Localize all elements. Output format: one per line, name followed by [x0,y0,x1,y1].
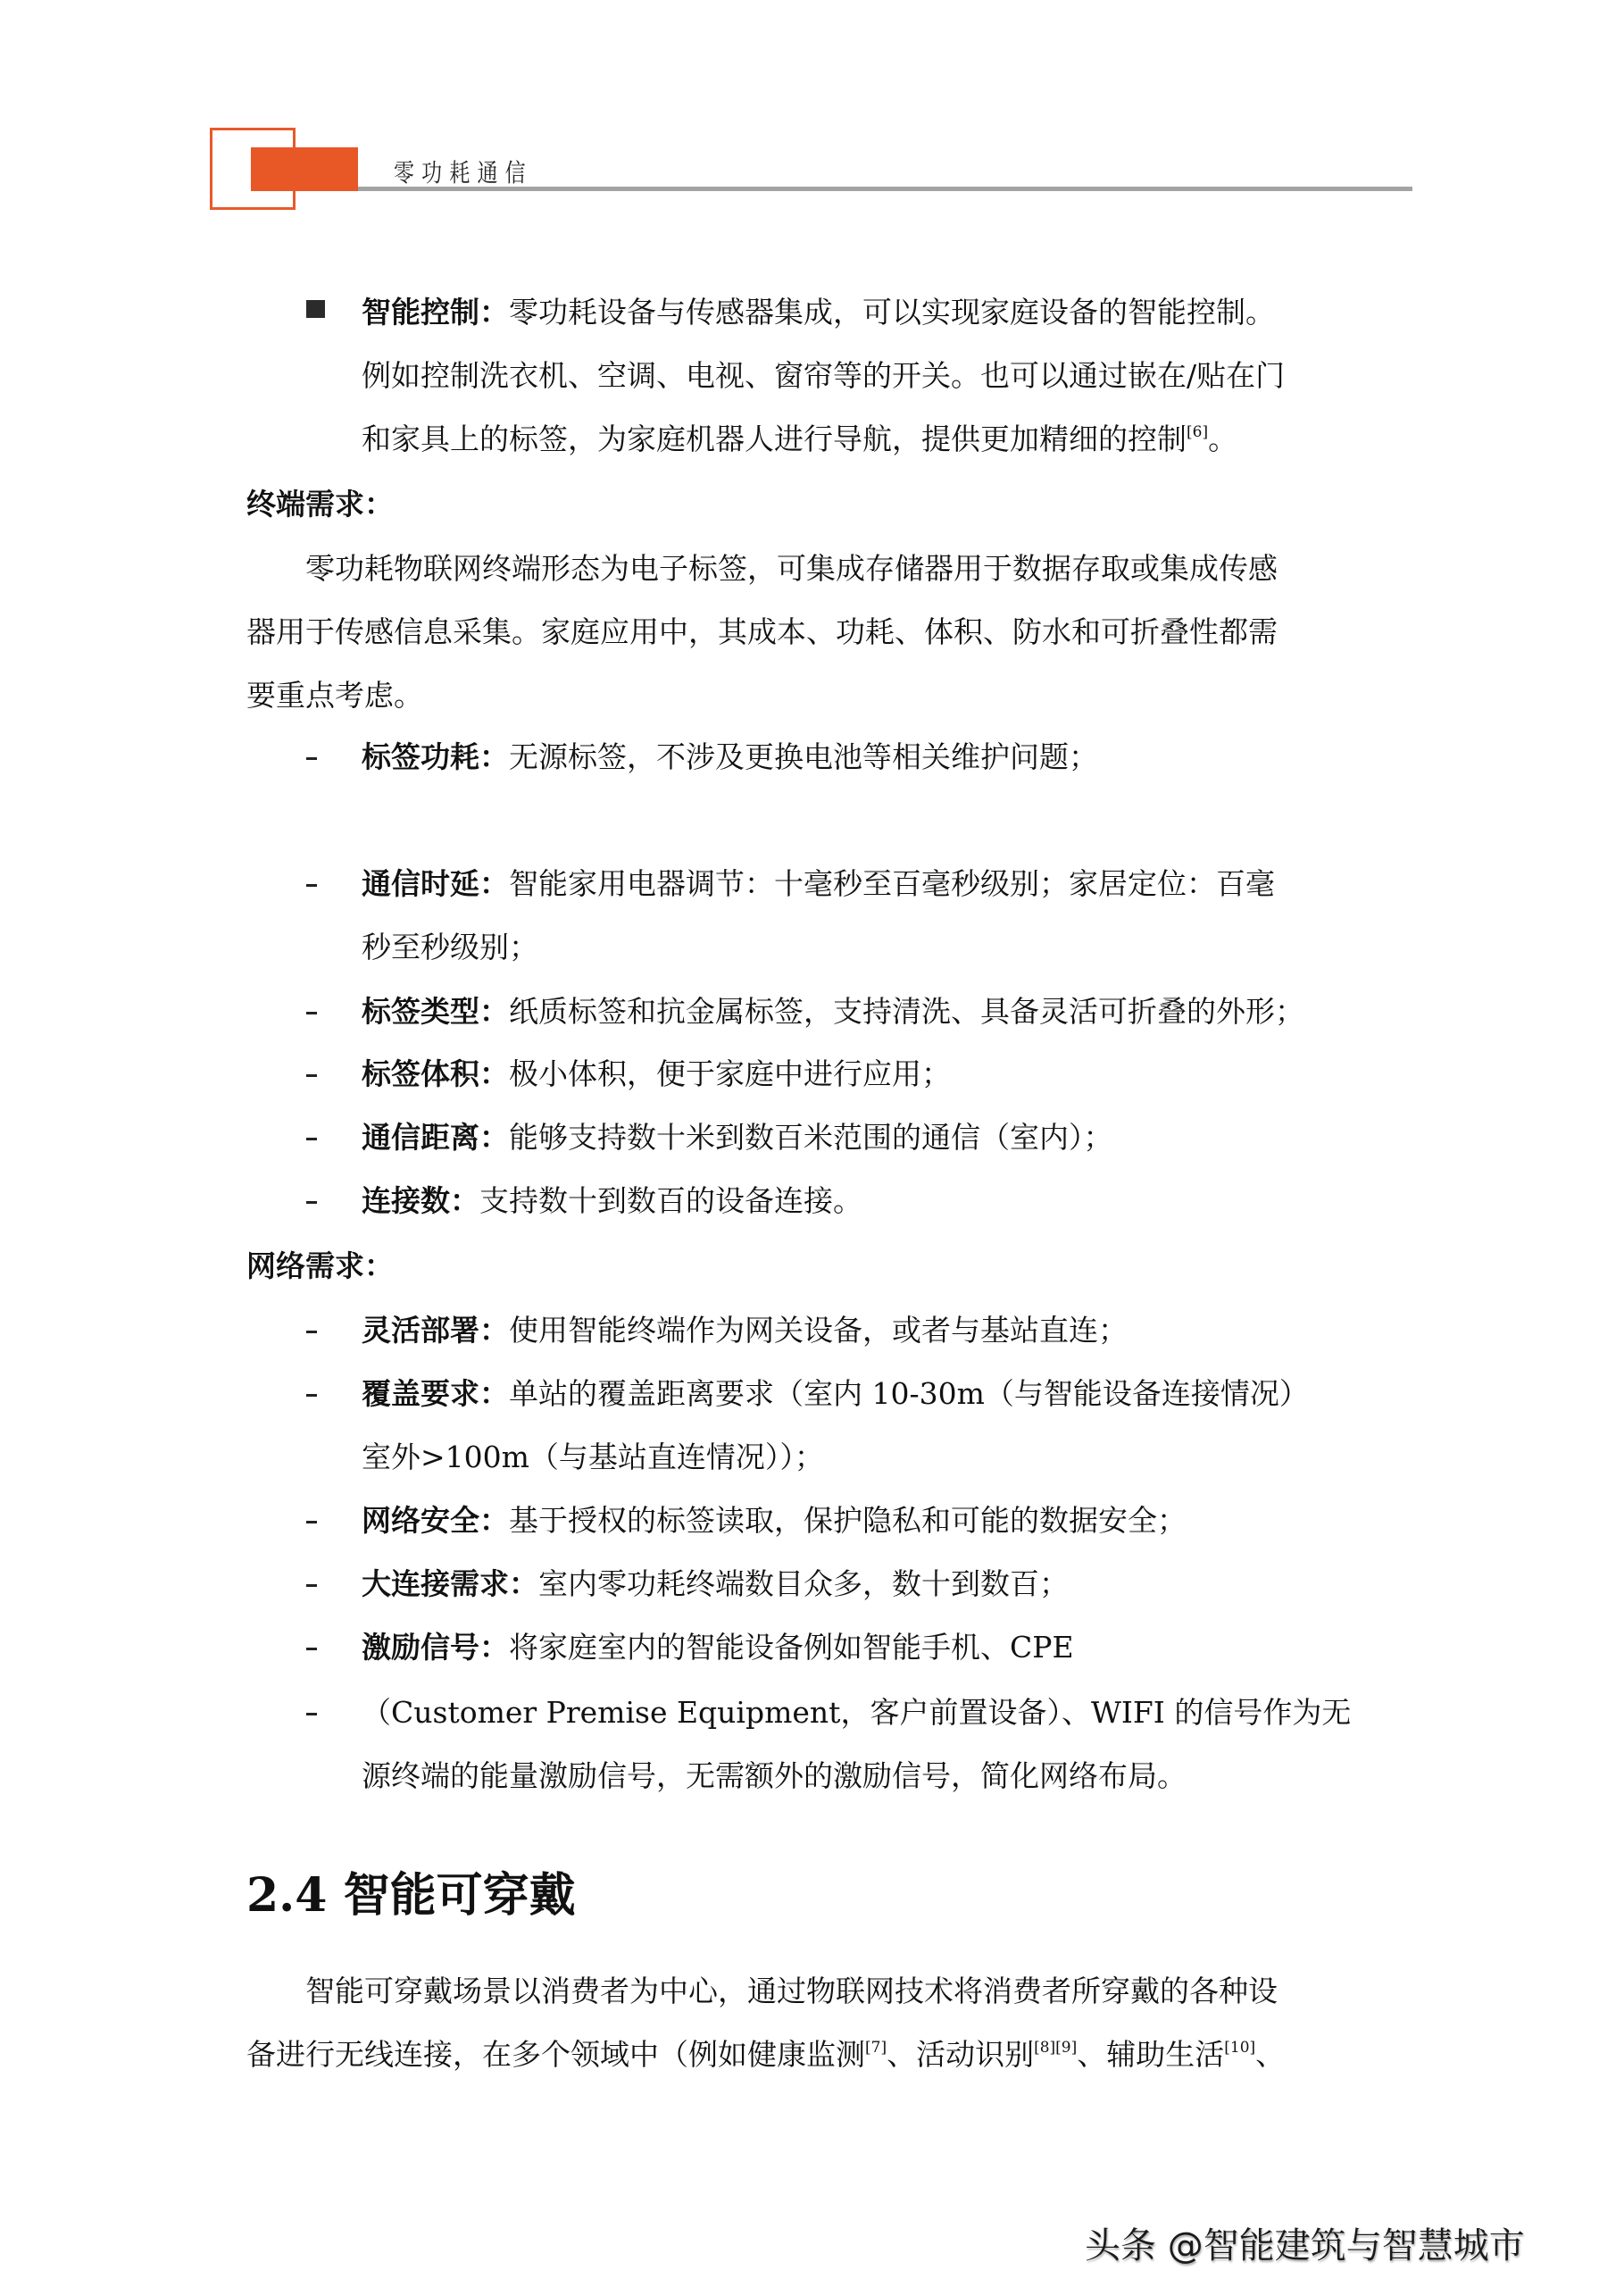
citation-ref[interactable]: [6] [1187,423,1209,441]
list-item: 激励信号：将家庭室内的智能设备例如智能手机、CPE [362,1630,1074,1665]
square-bullet-icon [306,300,325,318]
list-item: 通信时延：智能家用电器调节：十毫秒至百毫秒级别；家居定位：百毫 [362,866,1275,901]
dash-bullet-icon [306,884,317,887]
list-item: 标签类型：纸质标签和抗金属标签，支持清洗、具备灵活可折叠的外形； [362,994,1304,1029]
network-requirements-heading: 网络需求： [246,1248,394,1283]
dash-bullet-icon [306,1201,317,1204]
dash-bullet-icon [306,1012,317,1014]
list-item: 连接数：支持数十到数百的设备连接。 [362,1183,862,1218]
dash-bullet-icon [306,1331,317,1333]
dash-bullet-icon [306,1584,317,1587]
section-heading-2-4: 2.4 智能可穿戴 [246,1868,576,1923]
dash-bullet-icon [306,1713,317,1715]
watermark: 头条 @智能建筑与智慧城市 [1085,2225,1525,2266]
terminal-paragraph-line-3: 要重点考虑。 [246,678,423,713]
dash-bullet-icon [306,1074,317,1077]
smart-control-line-1: 智能控制：零功耗设备与传感器集成，可以实现家庭设备的智能控制。 [362,295,1275,330]
header-accent-block [251,147,358,191]
dash-bullet-icon [306,757,317,760]
list-item: 标签功耗：无源标签，不涉及更换电池等相关维护问题； [362,739,1098,774]
dash-bullet-icon [306,1521,317,1523]
smart-control-line-3: 和家具上的标签，为家庭机器人进行导航，提供更加精细的控制[6]。 [362,422,1238,456]
list-item: 覆盖要求：单站的覆盖距离要求（室内 10-30m（与智能设备连接情况） [362,1376,1309,1411]
dash-bullet-icon [306,1394,317,1397]
citation-ref[interactable]: [8][9] [1034,2039,1078,2057]
list-item: 灵活部署：使用智能终端作为网关设备，或者与基站直连； [362,1313,1128,1348]
list-item: 大连接需求：室内零功耗终端数目众多，数十到数百； [362,1566,1069,1601]
list-item-continuation: 源终端的能量激励信号，无需额外的激励信号，简化网络布局。 [362,1758,1187,1793]
list-item-continuation: 秒至秒级别； [362,930,538,964]
dash-bullet-icon [306,1138,317,1140]
terminal-paragraph-line-1: 零功耗物联网终端形态为电子标签，可集成存储器用于数据存取或集成传感 [305,551,1278,586]
section-2-4-line-1: 智能可穿戴场景以消费者为中心，通过物联网技术将消费者所穿戴的各种设 [305,1974,1278,2008]
list-item: 标签体积：极小体积，便于家庭中进行应用； [362,1056,951,1091]
list-item: （Customer Premise Equipment，客户前置设备）、WIFI 的信号作为无 [362,1695,1352,1730]
running-title: 零功耗通信 [394,158,533,188]
terminal-requirements-heading: 终端需求： [246,487,394,522]
dash-bullet-icon [306,1648,317,1650]
section-2-4-line-2: 备进行无线连接，在多个领域中（例如健康监测[7]、活动识别[8][9]、辅助生活[10]、 [246,2037,1286,2072]
smart-control-label: 智能控制： [362,295,509,330]
citation-ref[interactable]: [7] [865,2039,887,2057]
citation-ref[interactable]: [10] [1224,2039,1256,2057]
terminal-paragraph-line-2: 器用于传感信息采集。家庭应用中，其成本、功耗、体积、防水和可折叠性都需 [246,614,1278,649]
list-item: 网络安全：基于授权的标签读取，保护隐私和可能的数据安全； [362,1503,1187,1538]
list-item: 通信距离：能够支持数十米到数百米范围的通信（室内）； [362,1120,1113,1155]
smart-control-line-2: 例如控制洗衣机、空调、电视、窗帘等的开关。也可以通过嵌在/贴在门 [362,358,1286,393]
list-item-continuation: 室外>100m（与基站直连情况））； [362,1440,824,1474]
